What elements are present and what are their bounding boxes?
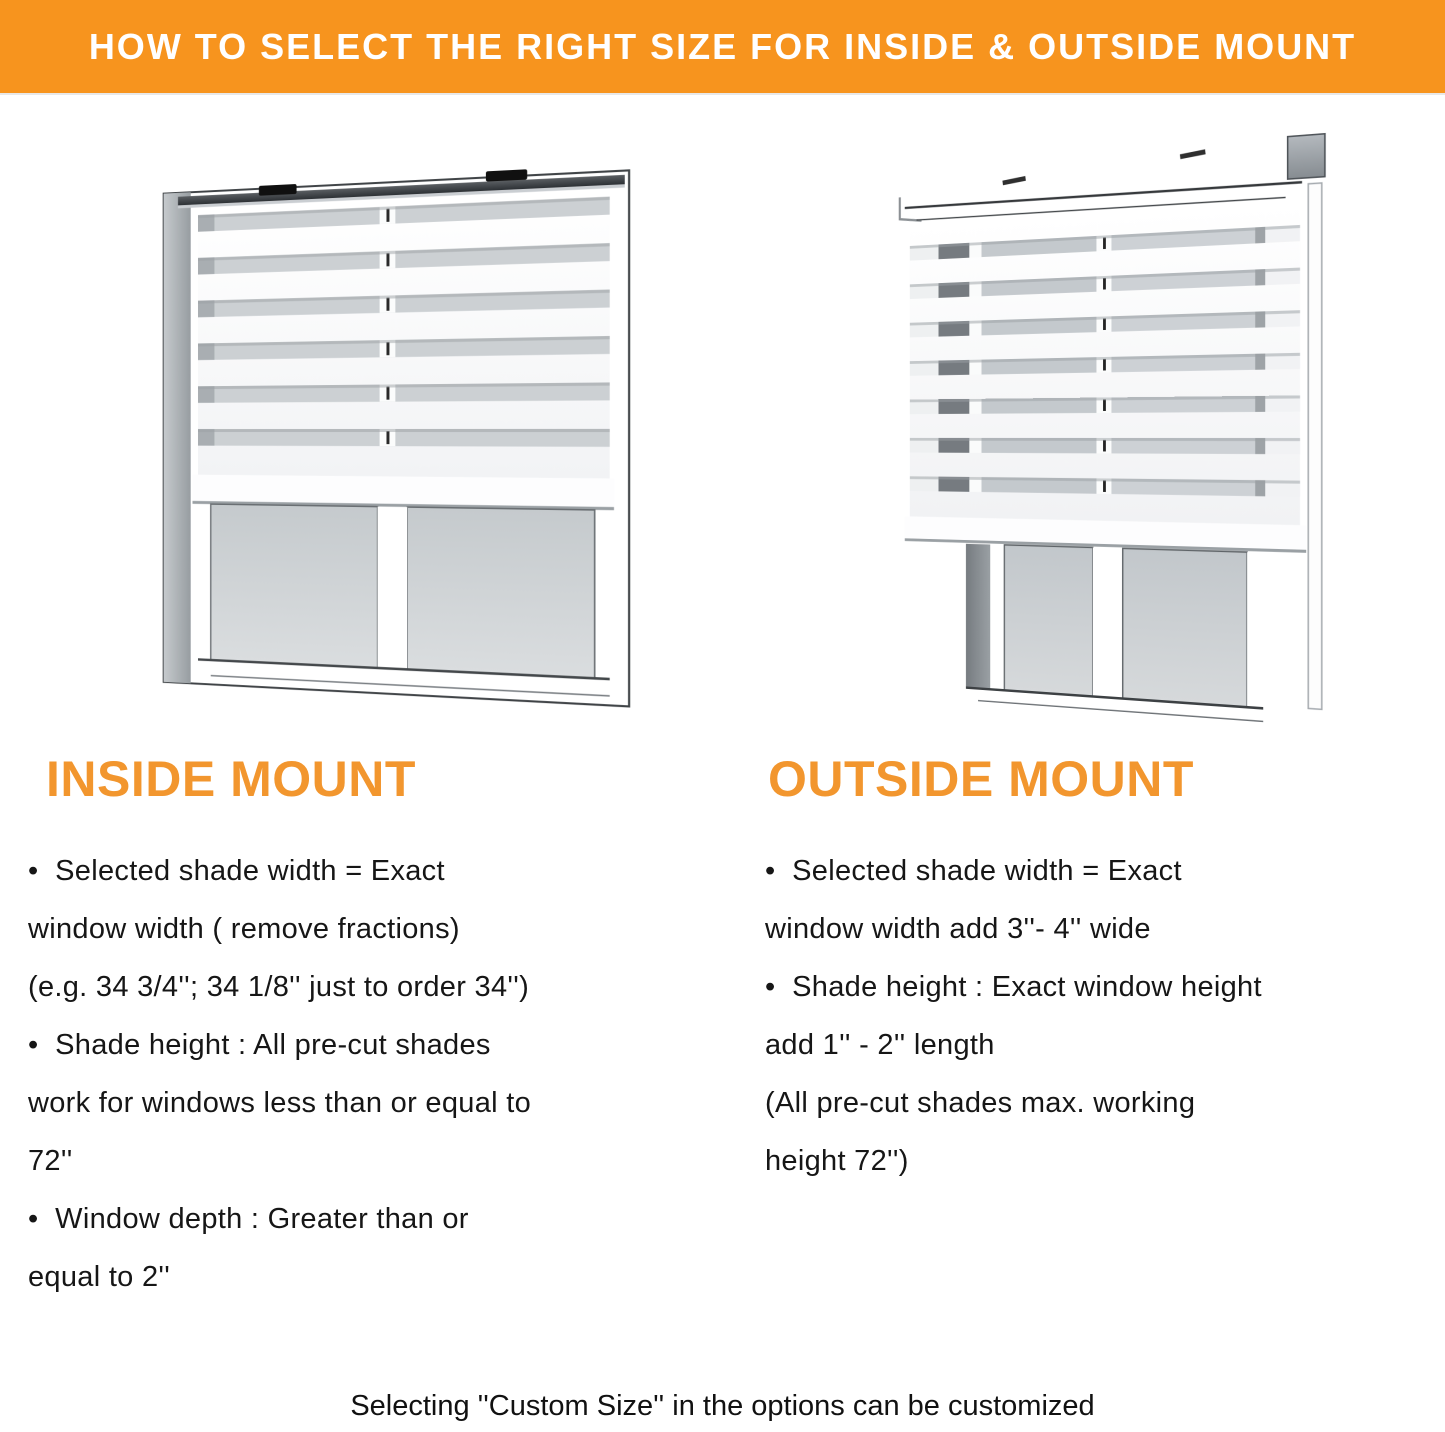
inside-mount-illustration bbox=[133, 148, 638, 714]
window-frame bbox=[990, 544, 1004, 690]
mounting-bracket bbox=[259, 184, 297, 196]
glass-pane bbox=[211, 504, 378, 668]
sheer-gap-row bbox=[910, 438, 1300, 454]
text-line: • Selected shade width = Exact bbox=[28, 855, 445, 887]
outside-mount-instructions bbox=[765, 842, 1440, 1190]
wall-screw-mark bbox=[1180, 149, 1206, 159]
inside-mount-perspective-wrapper bbox=[151, 133, 644, 728]
inside-mount-window-graphic bbox=[151, 133, 644, 728]
inside-mount-instructions bbox=[28, 842, 718, 1306]
window-left-jamb bbox=[164, 192, 191, 683]
outside-mount-heading: OUTSIDE MOUNT bbox=[768, 751, 1194, 807]
inside-mount-heading: INSIDE MOUNT bbox=[46, 751, 416, 807]
text-line: (e.g. 34 3/4''; 34 1/8'' just to order 34'') bbox=[28, 971, 530, 1003]
text-line: (All pre-cut shades max. working bbox=[765, 1087, 1196, 1119]
valance-top-edge bbox=[905, 182, 1302, 208]
outside-mount-window-graphic bbox=[885, 123, 1352, 750]
text-line: add 1'' - 2'' length bbox=[765, 1029, 995, 1061]
header-banner bbox=[0, 0, 1445, 95]
text-line: • Shade height : Exact window height bbox=[765, 971, 1262, 1003]
mounting-bracket bbox=[486, 169, 527, 181]
wall-casing-strip bbox=[1308, 183, 1322, 709]
text-line: • Selected shade width = Exact bbox=[765, 855, 1182, 887]
banner-title: HOW TO SELECT THE RIGHT SIZE FOR INSIDE & OUTSIDE MOUNT bbox=[88, 25, 1357, 67]
text-line: 72'' bbox=[28, 1145, 73, 1177]
text-line: window width add 3''- 4'' wide bbox=[765, 913, 1151, 945]
window-frame bbox=[1247, 552, 1263, 708]
window-left-jamb bbox=[966, 544, 990, 690]
text-line: window width ( remove fractions) bbox=[28, 913, 460, 945]
wall-mount-bracket bbox=[1288, 134, 1325, 179]
wall-screw-mark bbox=[1002, 176, 1025, 185]
outside-mount-illustration bbox=[863, 143, 1345, 731]
window-mullion bbox=[378, 507, 408, 670]
glass-pane bbox=[1123, 548, 1247, 707]
text-line: work for windows less than or equal to bbox=[28, 1087, 532, 1119]
sheer-gap-row bbox=[198, 429, 610, 447]
outside-mount-perspective-wrapper bbox=[885, 123, 1352, 750]
wall-corner-line bbox=[900, 196, 922, 222]
glass-pane bbox=[1004, 545, 1093, 697]
text-line: • Shade height : All pre-cut shades bbox=[28, 1029, 491, 1061]
text-line: height 72'') bbox=[765, 1145, 909, 1177]
text-line: • Window depth : Greater than or bbox=[28, 1203, 469, 1235]
custom-size-note: Selecting ''Custom Size'' in the options can be customized bbox=[350, 1390, 1095, 1422]
text-line: equal to 2'' bbox=[28, 1261, 171, 1293]
glass-pane bbox=[407, 507, 594, 678]
window-mullion bbox=[1093, 548, 1123, 699]
